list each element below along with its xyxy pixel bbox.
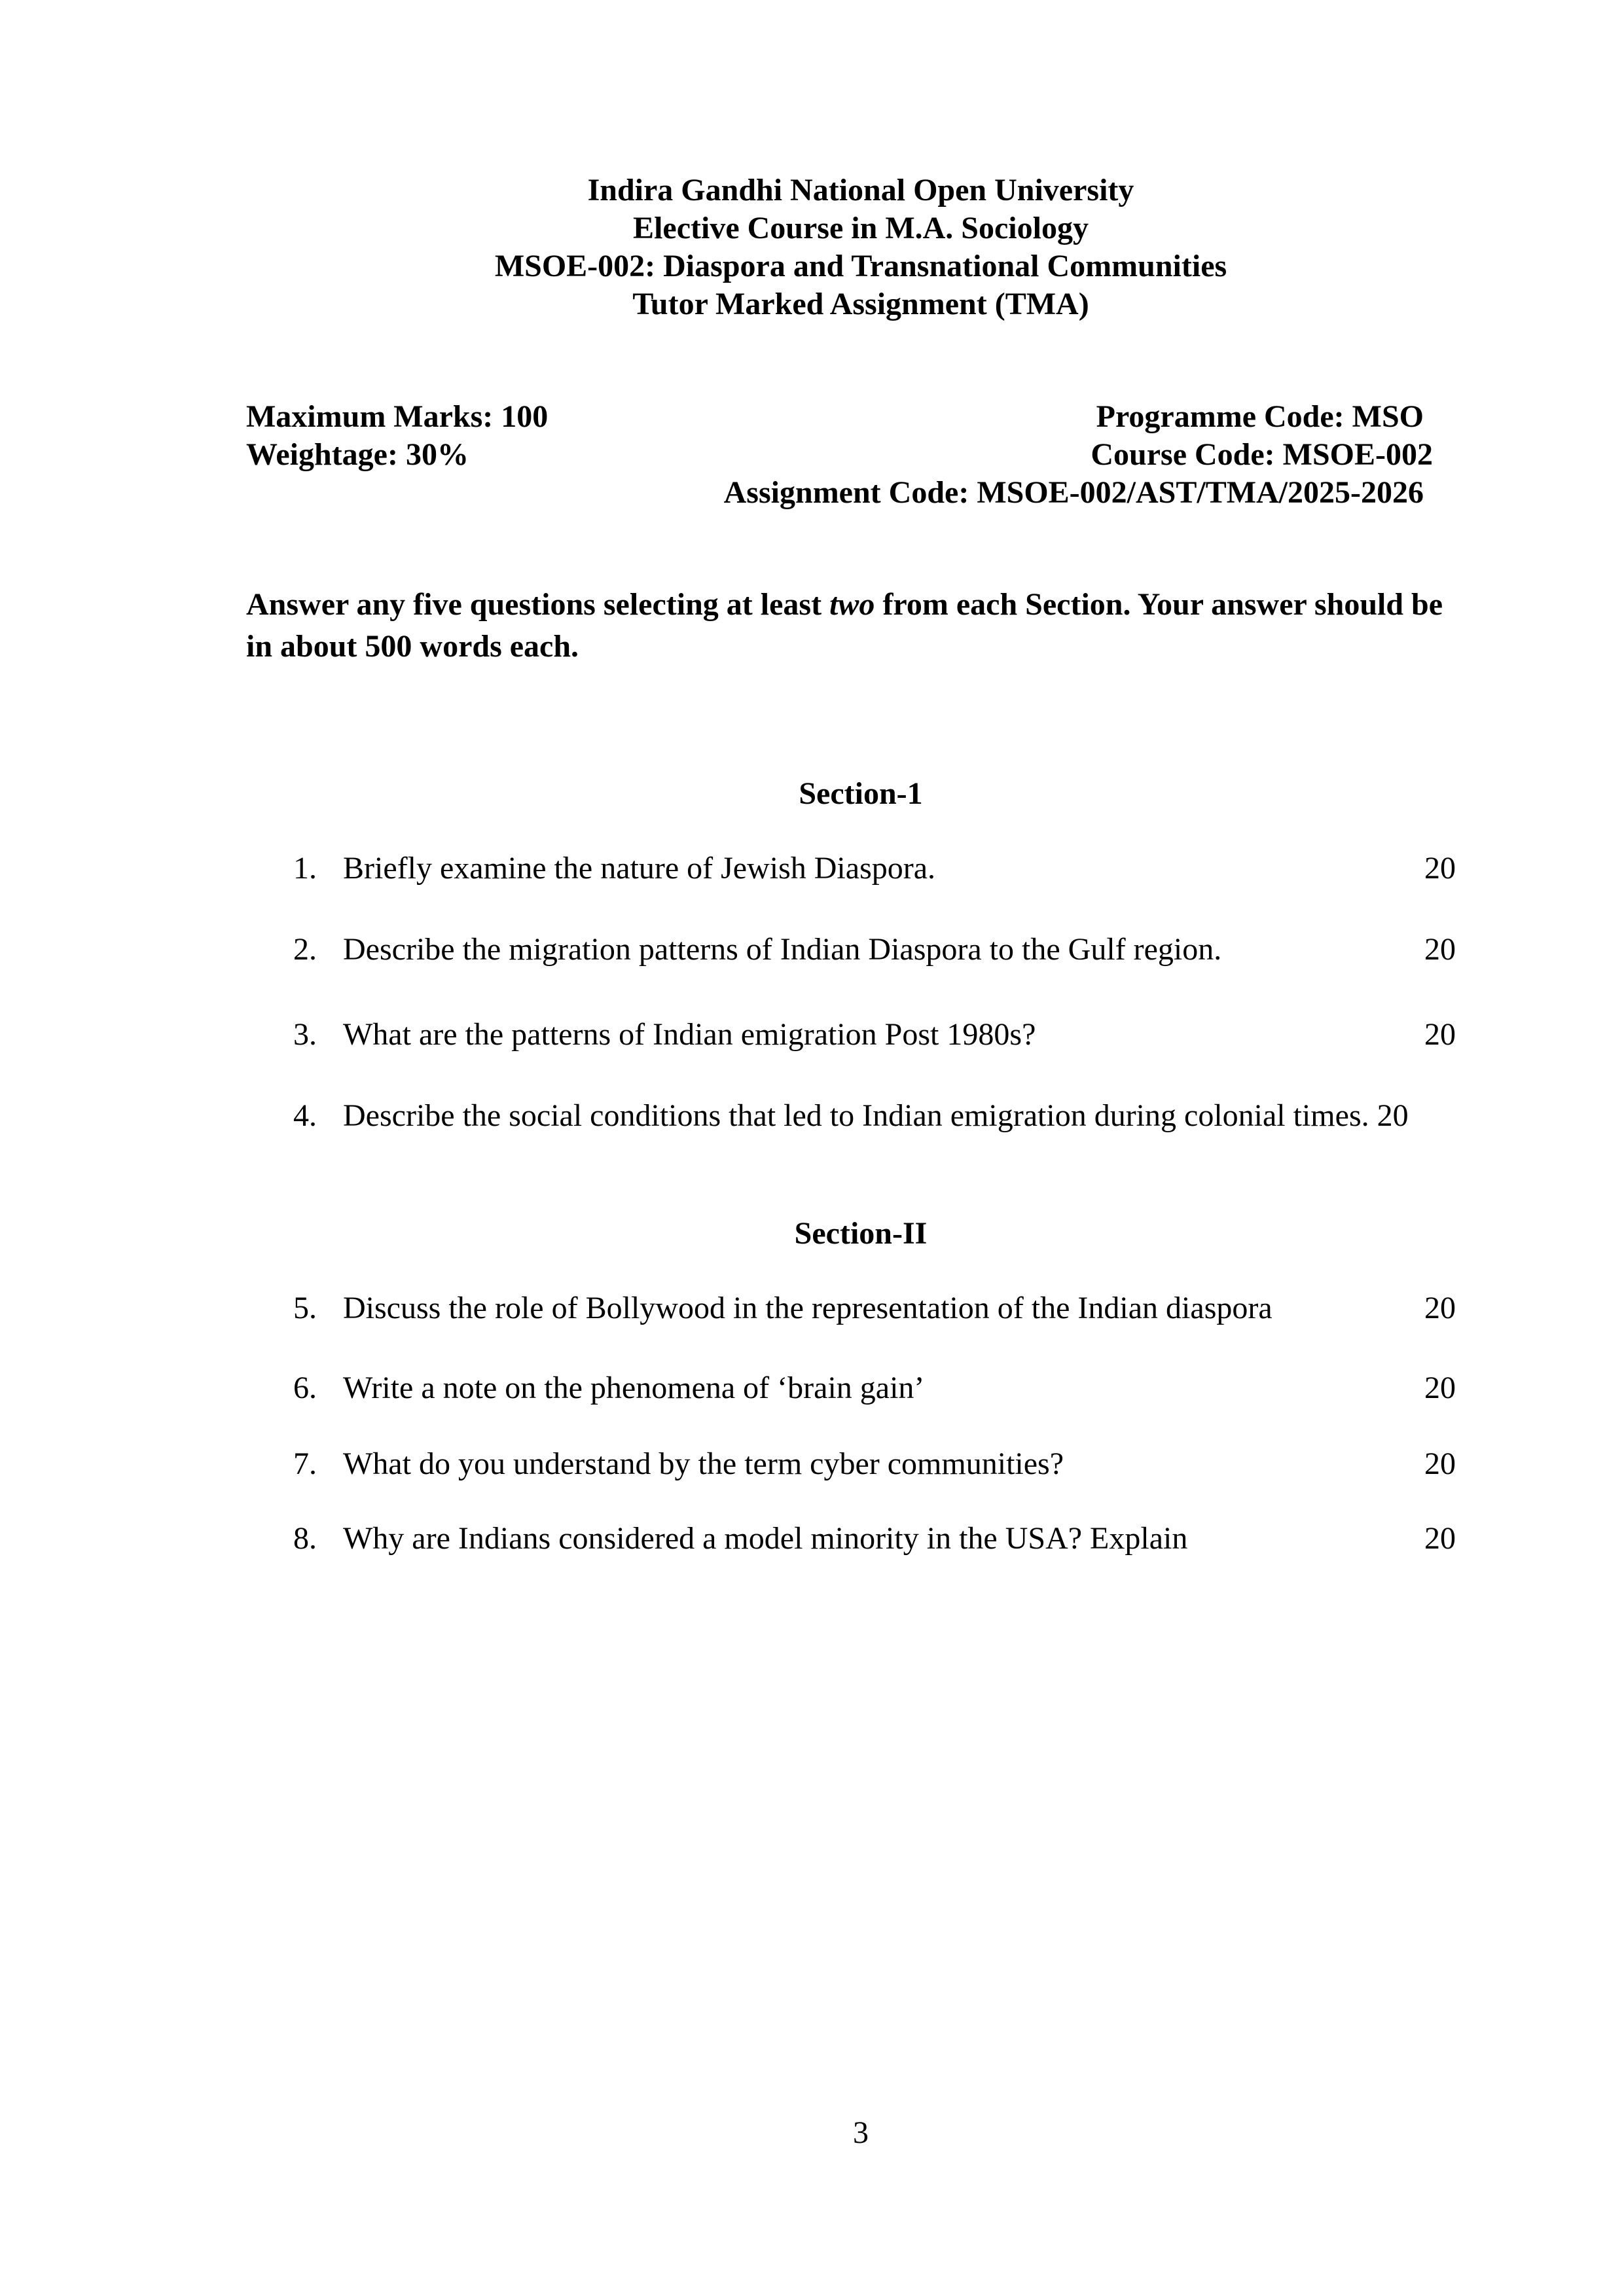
course-name: Elective Course in M.A. Sociology <box>633 211 1089 245</box>
instructions-emphasis: two <box>829 587 875 622</box>
question-marks: 20 <box>1424 851 1456 886</box>
question-number: 7. <box>293 1446 317 1481</box>
instructions-part1: Answer any five questions selecting at least <box>246 587 830 622</box>
subject-title: MSOE-002: Diaspora and Transnational Communities <box>494 249 1227 283</box>
question-number: 1. <box>293 851 317 886</box>
assignment-code: Assignment Code: MSOE-002/AST/TMA/2025-2026 <box>723 475 1424 510</box>
question-number: 2. <box>293 932 317 967</box>
question-marks: 20 <box>1424 932 1456 967</box>
university-name: Indira Gandhi National Open University <box>587 173 1134 207</box>
question-text: Briefly examine the nature of Jewish Diaspora. <box>343 851 936 886</box>
programme-code: Programme Code: MSO <box>1096 399 1424 434</box>
question-number: 8. <box>293 1521 317 1556</box>
question-number: 5. <box>293 1291 317 1325</box>
question-marks: 20 <box>1424 1017 1456 1052</box>
question-number: 4. <box>293 1098 317 1133</box>
question-marks: 20 <box>1424 1291 1456 1325</box>
instructions <box>246 584 1477 668</box>
section-2-title: Section-II <box>794 1216 928 1251</box>
course-code: Course Code: MSOE-002 <box>1091 437 1433 472</box>
question-number: 6. <box>293 1371 317 1405</box>
question-text: Describe the migration patterns of Indian Diaspora to the Gulf region. <box>343 932 1222 967</box>
question-text: Write a note on the phenomena of ‘brain gain’ <box>343 1371 925 1405</box>
question-text: What are the patterns of Indian emigration Post 1980s? <box>343 1017 1036 1052</box>
section-1-title: Section-1 <box>799 776 923 811</box>
maximum-marks: Maximum Marks: 100 <box>246 399 549 434</box>
question-text: Discuss the role of Bollywood in the representation of the Indian diaspora <box>343 1291 1272 1325</box>
weightage: Weightage: 30% <box>246 437 469 472</box>
question-marks: 20 <box>1424 1521 1456 1556</box>
question-text: What do you understand by the term cyber communities? <box>343 1446 1064 1481</box>
question-number: 3. <box>293 1017 317 1052</box>
assignment-type: Tutor Marked Assignment (TMA) <box>632 287 1089 321</box>
question-marks: 20 <box>1424 1371 1456 1405</box>
question-marks: 20 <box>1424 1446 1456 1481</box>
page-number: 3 <box>853 2115 869 2150</box>
instructions-part2: from each Section. Your answer should be in about 500 words each. <box>246 587 1443 664</box>
question-text: Why are Indians considered a model minority in the USA? Explain <box>343 1521 1188 1556</box>
question-text: Describe the social conditions that led to Indian emigration during colonial times. 20 <box>343 1098 1409 1133</box>
